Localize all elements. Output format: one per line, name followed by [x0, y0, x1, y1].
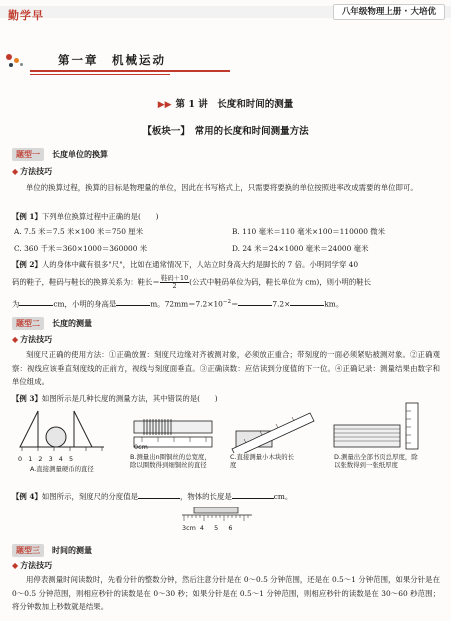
- diamond-icon: ◆: [12, 167, 19, 176]
- type2-tip-text: 刻度尺正确的使用方法：①正确放置：刻度尺边缘对齐被测对象，必须放正重合；带刻度的一面必须紧贴被测对象。②正确观察：视线应该垂直刻度线的正前方，视线与刻度面垂直。③正确读数：应估读到分度值的下一位。④正确记录：测量结果由数字和单位组成。: [12, 350, 440, 386]
- option-b: B. 110 毫米＝110 毫米×100＝110000 微米: [232, 227, 386, 236]
- example3-question: 【例 3】如图所示是几种长度的测量方法，其中错误的是( ): [12, 394, 218, 403]
- answer-blank[interactable]: [238, 298, 272, 306]
- book-title: 八年级物理上册 · 大培优: [333, 4, 445, 20]
- lecture-marker-icon: ▶▶: [157, 100, 172, 110]
- example2-tag: 【例 2】: [12, 260, 42, 269]
- lecture-title-row: [0, 96, 451, 110]
- type1-tips-label: ◆ 方法技巧: [12, 167, 53, 176]
- example1-options-row1: [14, 226, 442, 239]
- example2-line1: 【例 2】人的身体中藏有很多"尺"，比如在通常情况下，人站立时身高大约是脚长的 7 倍。小明同学穿 40: [12, 260, 359, 269]
- shoe-size-formula: $\frac{\text{鞋码＋10}}{2}$: [160, 274, 189, 290]
- option-a: A. 7.5 米＝7.5 米×100 米＝750 厘米: [14, 227, 144, 236]
- type3-title: 时间的测量: [52, 546, 92, 555]
- example4-ruler: [180, 507, 254, 525]
- diamond-icon: ◆: [12, 335, 19, 344]
- option-d: D. 24 米＝24×1000 毫米＝24000 毫米: [232, 244, 369, 253]
- example1-options-row2: [14, 243, 442, 256]
- figure-b-unit: 0cm: [134, 443, 148, 451]
- type1-heading: [12, 148, 108, 161]
- type2-tips-label: ◆ 方法技巧: [12, 335, 53, 344]
- type3-heading: [12, 544, 92, 557]
- type2-title: 长度的测量: [52, 319, 92, 328]
- answer-blank[interactable]: [19, 298, 53, 306]
- page-header: [0, 0, 451, 28]
- type2-heading: [12, 317, 92, 330]
- lecture-title: 第 1 讲 长度和时间的测量: [175, 99, 294, 110]
- answer-blank[interactable]: [116, 298, 150, 306]
- example2-line2: 码的鞋子，鞋码与鞋长的换算关系为：鞋长＝ $\frac{\text{鞋码＋10}}{2}$ (公式中鞋码单位为码，鞋长单位为 cm)，则小明的鞋长: [12, 274, 372, 290]
- figure-d-caption: D.测量出全部书页总厚度，除以张数得到一张纸厚度: [334, 453, 418, 469]
- example1-question: 【例 1】下列单位换算过程中正确的是( ): [12, 212, 159, 221]
- figure-a-coin: [12, 407, 108, 455]
- chapter-rule: [30, 70, 230, 72]
- example3-tag: 【例 3】: [12, 394, 42, 403]
- example4-ruler-labels: 3cm 4 5 6: [182, 524, 233, 532]
- measurement-figures: [12, 401, 440, 483]
- figure-c-caption: C.直接测量小木块的长度: [230, 453, 295, 469]
- type1-badge: 题型一: [12, 148, 44, 161]
- answer-blank[interactable]: [290, 298, 324, 306]
- type3-tip-text: 用停表测量时间读数时，先看分针的整数分钟，然后注意分针是在 0～0.5 分钟范围，还是在 0.5～1 分钟范围，如果分针是在 0～0.5 分钟范围，则相应秒针的读数是在 0～30 秒；如果分针是在 0.5～1 分钟范围，则相应秒针的读数是在 30～60 秒范围；将分钟数加上秒数就是结果。: [12, 575, 440, 611]
- example4-tag: 【例 4】: [12, 492, 42, 501]
- example1-tag: 【例 1】: [12, 212, 42, 221]
- type3-badge: 题型三: [12, 544, 44, 557]
- brand-name: 勤学早: [8, 9, 44, 22]
- answer-blank[interactable]: [232, 491, 274, 499]
- type1-tip-text: 单位的换算过程，换算的目标是物理量的单位，因此在书写格式上，只需要将要换的单位按照进率改成需要的单位即可。: [26, 183, 418, 192]
- option-c: C. 360 千米＝360×1000＝360000 米: [14, 244, 148, 253]
- figure-d-book: [330, 401, 430, 453]
- decorative-dots-icon: [6, 54, 28, 70]
- type3-tips-label: ◆ 方法技巧: [12, 561, 53, 570]
- diamond-icon: ◆: [12, 561, 19, 570]
- chapter-title: 第一章 机械运动: [58, 53, 166, 67]
- example2-line3: 为 cm，小明的身高是 m。$72mm=7.2\times 10^{-2}= 7.2\times$ km。: [12, 299, 344, 309]
- example4-question: 【例 4】如图所示，刻度尺的分度值是 ，物体的长度是 cm。: [12, 492, 293, 501]
- answer-blank[interactable]: [138, 491, 180, 499]
- type1-title: 长度单位的换算: [52, 150, 108, 159]
- figure-a-caption: A.直接测量硬币的直径: [30, 465, 94, 473]
- block-title: 【板块一】 常用的长度和时间测量方法: [142, 126, 309, 137]
- chapter-rule-thin: [30, 74, 170, 75]
- figure-c-block: [226, 405, 316, 453]
- type2-badge: 题型二: [12, 317, 44, 330]
- chapter-heading: [0, 50, 451, 74]
- figure-b-caption: B.测量出n圈铜丝的总宽度，除以圈数得到细铜丝的直径: [130, 453, 211, 469]
- figure-a-scale: 0 1 2 3 4 5: [18, 455, 74, 463]
